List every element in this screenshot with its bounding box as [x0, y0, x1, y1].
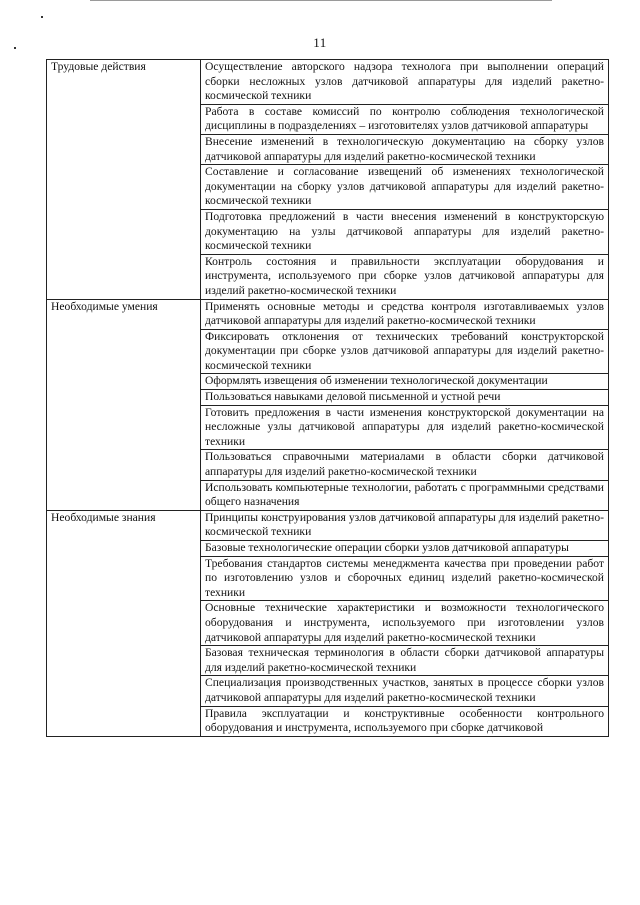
table-cell: Пользоваться справочными материалами в области сборки датчиковой аппаратуры для изделий ракетно-космической техники	[201, 450, 609, 480]
table-cell: Правила эксплуатации и конструктивные особенности контрольного оборудования и инструмента, используемого при сборке датчиковой	[201, 706, 609, 736]
table-cell: Внесение изменений в технологическую документацию на сборку узлов датчиковой аппаратуры для изделий ракетно-космической техники	[201, 134, 609, 164]
table-cell: Базовая техническая терминология в области сборки датчиковой аппаратуры для изделий ракетно-космической техники	[201, 646, 609, 676]
table-cell: Пользоваться навыками деловой письменной и устной речи	[201, 390, 609, 406]
table-cell: Осуществление авторского надзора технолога при выполнении операций сборки несложных узлов датчиковой аппаратуры для изделий ракетно-космической техники	[201, 60, 609, 105]
table-cell: Оформлять извещения об изменении технологической документации	[201, 374, 609, 390]
section-label-labor-actions: Трудовые действия	[47, 60, 201, 300]
scan-speck	[41, 16, 43, 18]
page-number: 11	[313, 35, 327, 50]
table-row	[47, 60, 609, 105]
scan-top-edge	[90, 0, 552, 1]
table-cell: Принципы конструирования узлов датчиковой аппаратуры для изделий ракетно-космической техники	[201, 510, 609, 540]
table-cell: Специализация производственных участков, занятых в процессе сборки узлов датчиковой аппаратуры для изделий ракетно-космической техники	[201, 676, 609, 706]
table-cell: Контроль состояния и правильности эксплуатации оборудования и инструмента, используемого при сборке узлов датчиковой аппаратуры для изделий ракетно-космической техники	[201, 254, 609, 299]
table-cell: Использовать компьютерные технологии, работать с программными средствами общего назначения	[201, 480, 609, 510]
table-cell: Требования стандартов системы менеджмента качества при проведении работ по изготовлению узлов и сборочных единиц изделий ракетно-космической техники	[201, 556, 609, 601]
table-cell: Основные технические характеристики и возможности технологического оборудования и инструмента, используемого при изготовлении узлов датчиковой аппаратуры для изделий ракетно-космической техники	[201, 601, 609, 646]
table-row	[47, 299, 609, 329]
table-cell: Подготовка предложений в части внесения изменений в конструкторскую документацию на узлы датчиковой аппаратуры для изделий ракетно-космической техники	[201, 209, 609, 254]
section-label-required-skills: Необходимые умения	[47, 299, 201, 510]
table-cell: Работа в составе комиссий по контролю соблюдения технологической дисциплины в подразделениях – изготовителях узлов датчиковой аппаратуры	[201, 104, 609, 134]
table-cell: Фиксировать отклонения от технических требований конструкторской документации при сборке узлов датчиковой аппаратуры для изделий ракетно-космической техники	[201, 329, 609, 374]
table-cell: Базовые технологические операции сборки узлов датчиковой аппаратуры	[201, 541, 609, 557]
table-row	[47, 510, 609, 540]
section-label-required-knowledge: Необходимые знания	[47, 510, 201, 736]
table-cell: Применять основные методы и средства контроля изготавливаемых узлов датчиковой аппаратуры для изделий ракетно-космической техники	[201, 299, 609, 329]
specification-table	[46, 59, 609, 737]
table-cell: Готовить предложения в части изменения конструкторской документации на несложные узлы датчиковой аппаратуры для изделий ракетно-космической техники	[201, 405, 609, 450]
table-cell: Составление и согласование извещений об изменениях технологической документации на сборку узлов датчиковой аппаратуры для изделий ракетно-космической техники	[201, 165, 609, 210]
